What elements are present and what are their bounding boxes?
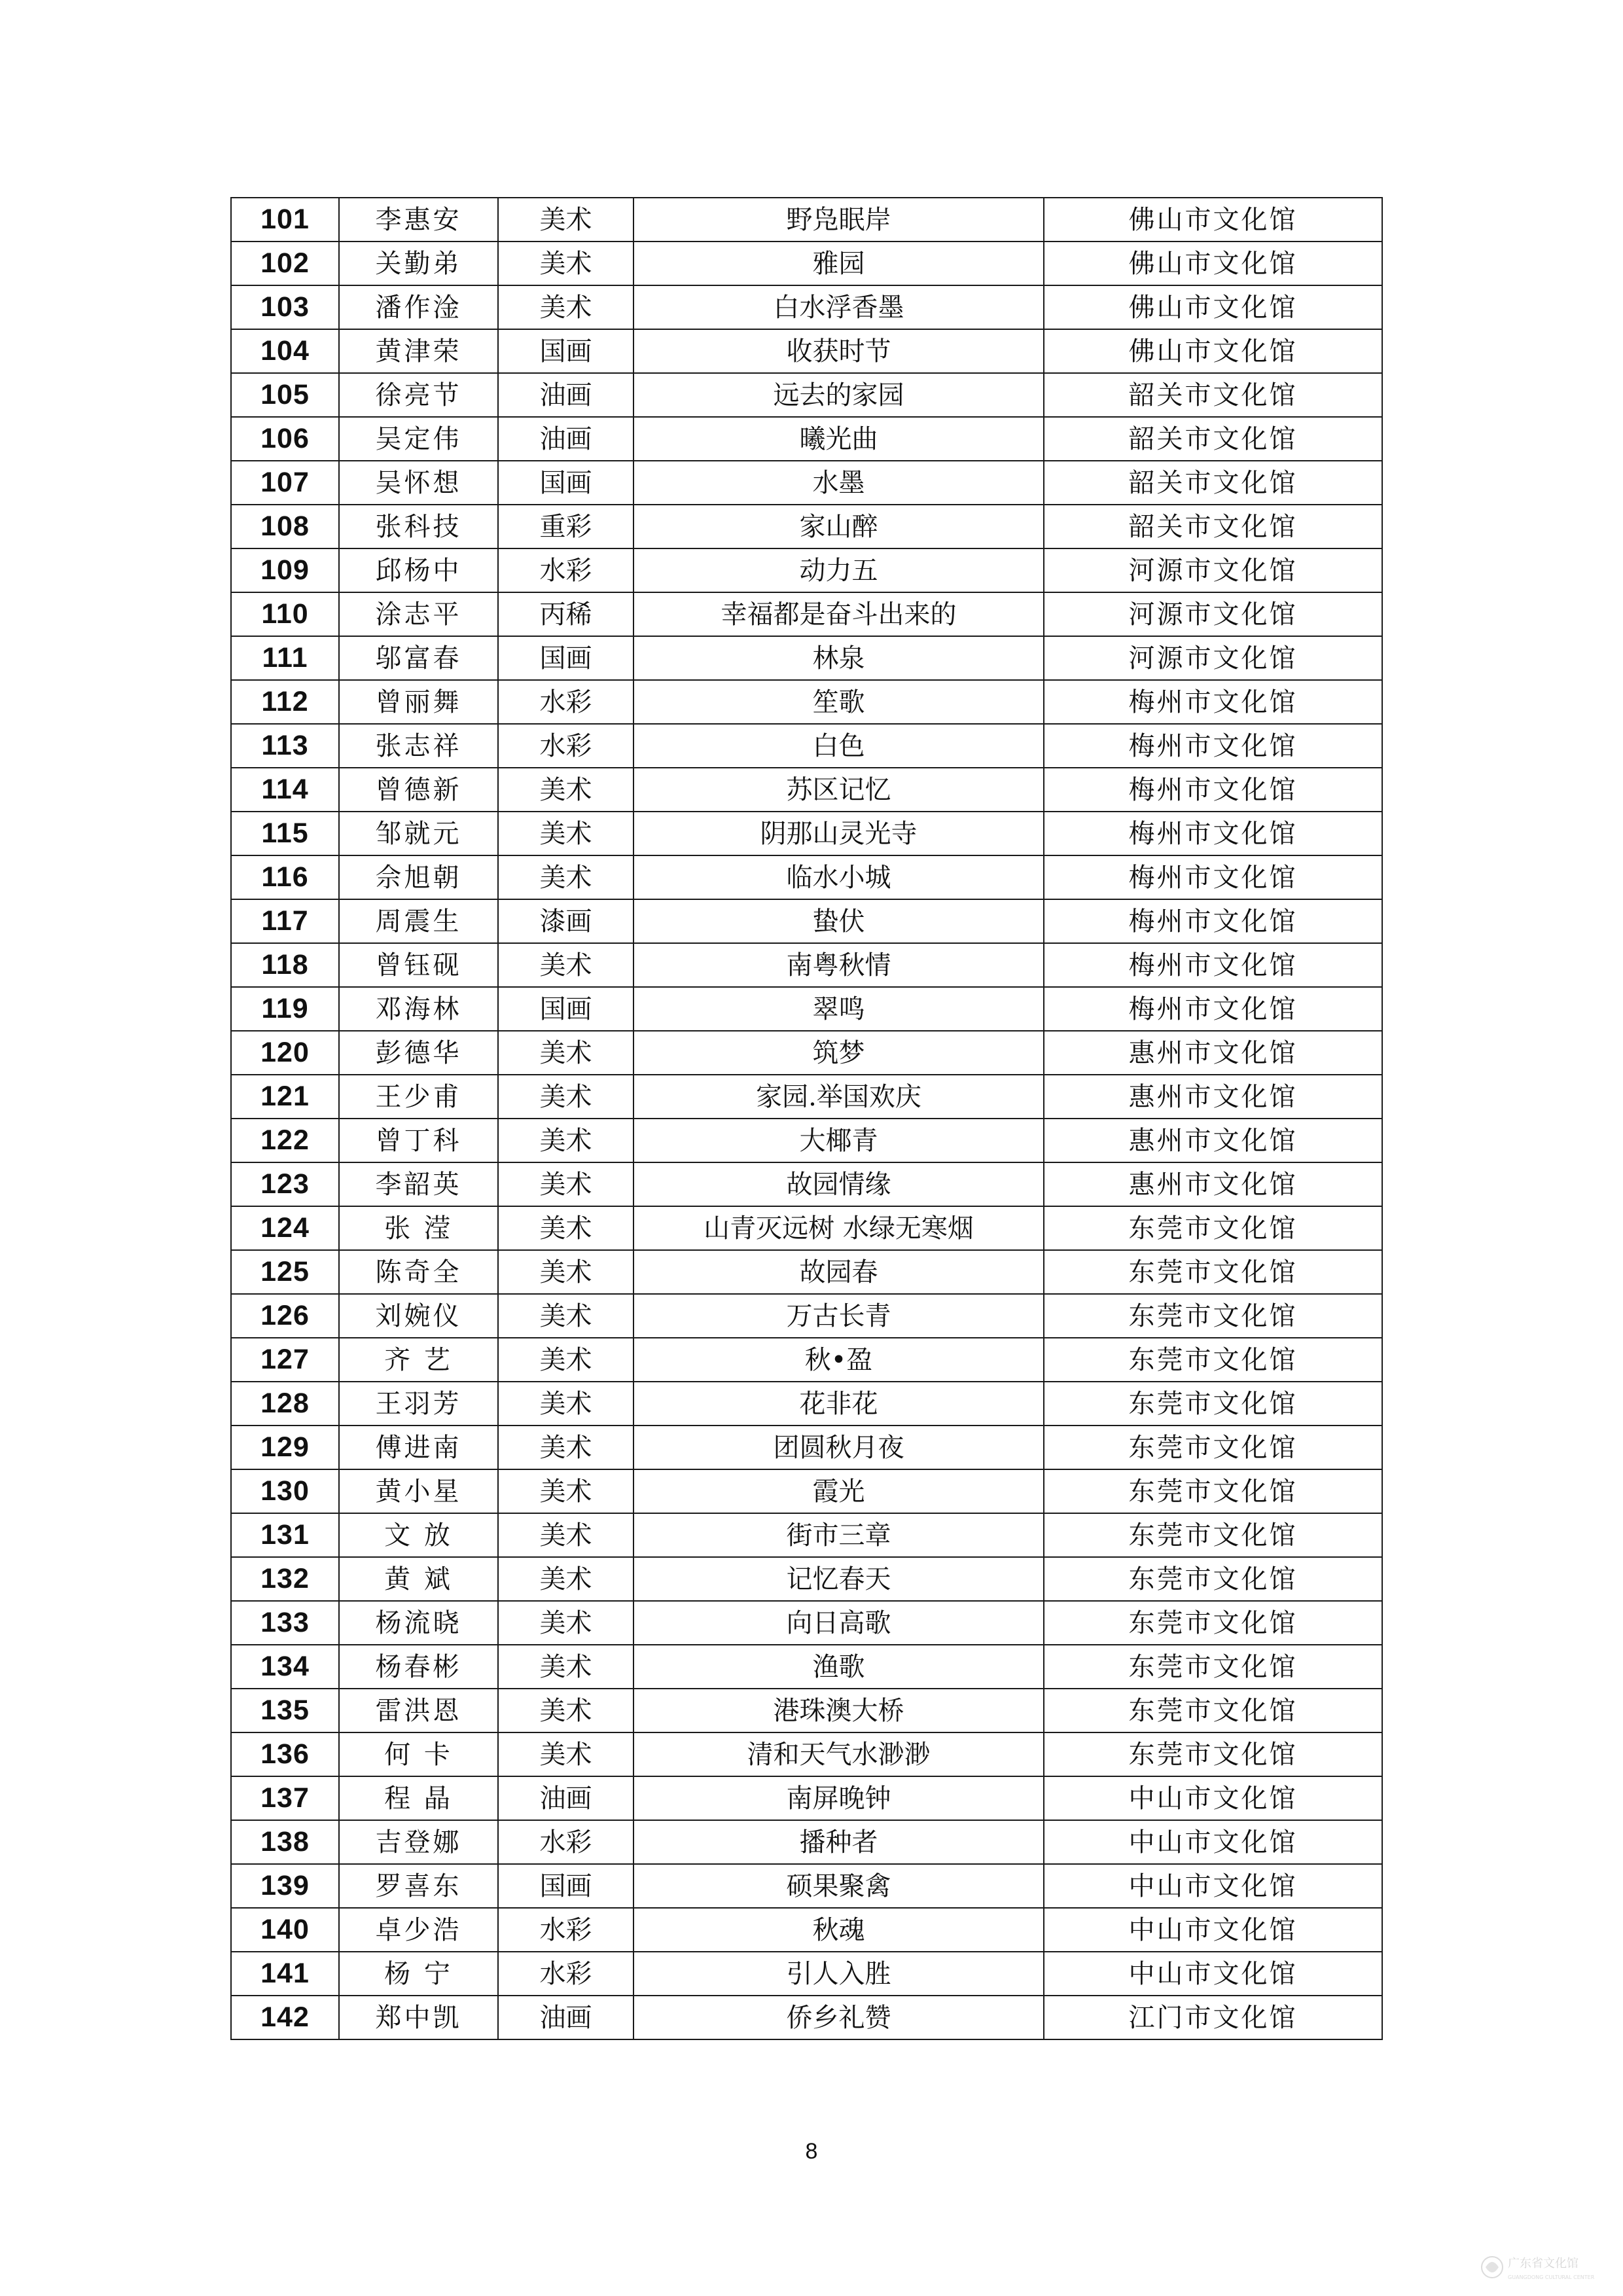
cell-number: 130 bbox=[231, 1469, 339, 1513]
cell-unit: 梅州市文化馆 bbox=[1044, 855, 1382, 899]
cell-work-title: 南粤秋情 bbox=[633, 943, 1044, 987]
cell-unit: 东莞市文化馆 bbox=[1044, 1732, 1382, 1776]
cell-work-title: 团圆秋月夜 bbox=[633, 1426, 1044, 1469]
cell-number: 119 bbox=[231, 987, 339, 1031]
cell-unit: 韶关市文化馆 bbox=[1044, 373, 1382, 417]
table-row bbox=[231, 768, 1382, 812]
cell-author-name: 曾丁科 bbox=[339, 1119, 498, 1162]
cell-author-name: 李韶英 bbox=[339, 1162, 498, 1206]
cell-category: 美术 bbox=[498, 1294, 633, 1338]
table-row bbox=[231, 198, 1382, 242]
cell-work-title: 筑梦 bbox=[633, 1031, 1044, 1075]
table-row bbox=[231, 1031, 1382, 1075]
cell-number: 109 bbox=[231, 548, 339, 592]
cell-category: 重彩 bbox=[498, 505, 633, 548]
cell-unit: 河源市文化馆 bbox=[1044, 636, 1382, 680]
cell-work-title: 家园.举国欢庆 bbox=[633, 1075, 1044, 1119]
cell-category: 美术 bbox=[498, 1513, 633, 1557]
table-row bbox=[231, 1864, 1382, 1908]
cell-unit: 佛山市文化馆 bbox=[1044, 242, 1382, 285]
cell-number: 128 bbox=[231, 1382, 339, 1426]
table-row bbox=[231, 1689, 1382, 1732]
cell-unit: 东莞市文化馆 bbox=[1044, 1382, 1382, 1426]
table-row bbox=[231, 1820, 1382, 1864]
cell-author-name: 彭德华 bbox=[339, 1031, 498, 1075]
cell-work-title: 故园春 bbox=[633, 1250, 1044, 1294]
cell-number: 105 bbox=[231, 373, 339, 417]
cell-number: 104 bbox=[231, 329, 339, 373]
table-row bbox=[231, 680, 1382, 724]
cell-category: 国画 bbox=[498, 636, 633, 680]
cell-work-title: 秋•盈 bbox=[633, 1338, 1044, 1382]
cell-author-name: 罗喜东 bbox=[339, 1864, 498, 1908]
table-row bbox=[231, 548, 1382, 592]
table-row bbox=[231, 1250, 1382, 1294]
table-row bbox=[231, 943, 1382, 987]
table-row bbox=[231, 1294, 1382, 1338]
table-row bbox=[231, 1952, 1382, 1996]
cell-unit: 东莞市文化馆 bbox=[1044, 1250, 1382, 1294]
cell-category: 美术 bbox=[498, 1338, 633, 1382]
cell-category: 美术 bbox=[498, 943, 633, 987]
cell-category: 国画 bbox=[498, 1864, 633, 1908]
cell-category: 美术 bbox=[498, 812, 633, 855]
cell-unit: 梅州市文化馆 bbox=[1044, 943, 1382, 987]
cell-number: 111 bbox=[231, 636, 339, 680]
cell-category: 水彩 bbox=[498, 548, 633, 592]
cell-number: 113 bbox=[231, 724, 339, 768]
cell-author-name: 吴定伟 bbox=[339, 417, 498, 461]
table-row bbox=[231, 899, 1382, 943]
table-row bbox=[231, 242, 1382, 285]
cell-number: 141 bbox=[231, 1952, 339, 1996]
cell-category: 美术 bbox=[498, 1250, 633, 1294]
cell-number: 124 bbox=[231, 1206, 339, 1250]
cell-number: 120 bbox=[231, 1031, 339, 1075]
cell-unit: 中山市文化馆 bbox=[1044, 1776, 1382, 1820]
cell-author-name: 郑中凯 bbox=[339, 1996, 498, 2039]
cell-number: 101 bbox=[231, 198, 339, 242]
cell-work-title: 蛰伏 bbox=[633, 899, 1044, 943]
cell-work-title: 清和天气水渺渺 bbox=[633, 1732, 1044, 1776]
cell-category: 国画 bbox=[498, 987, 633, 1031]
cell-category: 美术 bbox=[498, 1689, 633, 1732]
table-row bbox=[231, 1732, 1382, 1776]
cell-work-title: 家山醉 bbox=[633, 505, 1044, 548]
cell-author-name: 雷洪恩 bbox=[339, 1689, 498, 1732]
table-row bbox=[231, 1206, 1382, 1250]
cell-unit: 东莞市文化馆 bbox=[1044, 1294, 1382, 1338]
table-row bbox=[231, 1075, 1382, 1119]
cell-unit: 东莞市文化馆 bbox=[1044, 1513, 1382, 1557]
table-row bbox=[231, 505, 1382, 548]
cell-work-title: 山青灭远树 水绿无寒烟 bbox=[633, 1206, 1044, 1250]
cell-category: 美术 bbox=[498, 242, 633, 285]
cell-number: 129 bbox=[231, 1426, 339, 1469]
cell-unit: 东莞市文化馆 bbox=[1044, 1689, 1382, 1732]
cell-author-name: 程 晶 bbox=[339, 1776, 498, 1820]
cell-unit: 佛山市文化馆 bbox=[1044, 285, 1382, 329]
cell-number: 134 bbox=[231, 1645, 339, 1689]
cell-category: 美术 bbox=[498, 1031, 633, 1075]
cell-work-title: 苏区记忆 bbox=[633, 768, 1044, 812]
cell-unit: 东莞市文化馆 bbox=[1044, 1469, 1382, 1513]
cell-number: 118 bbox=[231, 943, 339, 987]
cell-work-title: 港珠澳大桥 bbox=[633, 1689, 1044, 1732]
cell-unit: 梅州市文化馆 bbox=[1044, 680, 1382, 724]
cell-category: 美术 bbox=[498, 768, 633, 812]
cell-author-name: 徐亮节 bbox=[339, 373, 498, 417]
table-row bbox=[231, 1557, 1382, 1601]
cell-category: 美术 bbox=[498, 1557, 633, 1601]
cell-number: 106 bbox=[231, 417, 339, 461]
cell-category: 美术 bbox=[498, 1119, 633, 1162]
cell-category: 美术 bbox=[498, 1075, 633, 1119]
cell-number: 131 bbox=[231, 1513, 339, 1557]
cell-unit: 中山市文化馆 bbox=[1044, 1952, 1382, 1996]
table-row bbox=[231, 855, 1382, 899]
cell-author-name: 张科技 bbox=[339, 505, 498, 548]
cell-author-name: 邬富春 bbox=[339, 636, 498, 680]
cell-author-name: 卓少浩 bbox=[339, 1908, 498, 1952]
table-row bbox=[231, 373, 1382, 417]
entries-table bbox=[230, 197, 1383, 2040]
cell-unit: 惠州市文化馆 bbox=[1044, 1162, 1382, 1206]
table-row bbox=[231, 1601, 1382, 1645]
cell-category: 油画 bbox=[498, 1776, 633, 1820]
cell-number: 108 bbox=[231, 505, 339, 548]
table-row bbox=[231, 1513, 1382, 1557]
cell-unit: 中山市文化馆 bbox=[1044, 1864, 1382, 1908]
watermark-subtext: GUANGDONG CULTURAL CENTER bbox=[1508, 2274, 1595, 2280]
table-row bbox=[231, 1776, 1382, 1820]
cell-unit: 东莞市文化馆 bbox=[1044, 1645, 1382, 1689]
cell-number: 136 bbox=[231, 1732, 339, 1776]
cell-unit: 韶关市文化馆 bbox=[1044, 505, 1382, 548]
cell-work-title: 大椰青 bbox=[633, 1119, 1044, 1162]
cell-unit: 中山市文化馆 bbox=[1044, 1908, 1382, 1952]
cell-number: 116 bbox=[231, 855, 339, 899]
entries-table-body bbox=[231, 198, 1382, 2039]
cell-work-title: 动力五 bbox=[633, 548, 1044, 592]
cell-work-title: 故园情缘 bbox=[633, 1162, 1044, 1206]
cell-unit: 梅州市文化馆 bbox=[1044, 899, 1382, 943]
cell-category: 水彩 bbox=[498, 680, 633, 724]
table-row bbox=[231, 987, 1382, 1031]
table-row bbox=[231, 1162, 1382, 1206]
cell-category: 美术 bbox=[498, 855, 633, 899]
cell-category: 国画 bbox=[498, 461, 633, 505]
cell-author-name: 杨春彬 bbox=[339, 1645, 498, 1689]
cell-category: 美术 bbox=[498, 198, 633, 242]
cell-category: 美术 bbox=[498, 1162, 633, 1206]
cell-unit: 梅州市文化馆 bbox=[1044, 768, 1382, 812]
cell-unit: 河源市文化馆 bbox=[1044, 548, 1382, 592]
cell-author-name: 陈奇全 bbox=[339, 1250, 498, 1294]
cell-author-name: 涂志平 bbox=[339, 592, 498, 636]
cell-work-title: 南屏晚钟 bbox=[633, 1776, 1044, 1820]
cell-work-title: 向日高歌 bbox=[633, 1601, 1044, 1645]
cell-unit: 佛山市文化馆 bbox=[1044, 198, 1382, 242]
cell-category: 美术 bbox=[498, 1469, 633, 1513]
cell-number: 126 bbox=[231, 1294, 339, 1338]
table-row bbox=[231, 1908, 1382, 1952]
cell-author-name: 吉登娜 bbox=[339, 1820, 498, 1864]
cell-work-title: 街市三章 bbox=[633, 1513, 1044, 1557]
cell-number: 112 bbox=[231, 680, 339, 724]
cell-number: 140 bbox=[231, 1908, 339, 1952]
table-row bbox=[231, 1996, 1382, 2039]
watermark-text: 广东省文化馆 bbox=[1508, 2257, 1578, 2270]
table-row bbox=[231, 285, 1382, 329]
cell-work-title: 翠鸣 bbox=[633, 987, 1044, 1031]
cell-unit: 东莞市文化馆 bbox=[1044, 1338, 1382, 1382]
cell-number: 135 bbox=[231, 1689, 339, 1732]
cell-number: 102 bbox=[231, 242, 339, 285]
cell-unit: 梅州市文化馆 bbox=[1044, 724, 1382, 768]
cell-author-name: 杨流晓 bbox=[339, 1601, 498, 1645]
cell-work-title: 记忆春天 bbox=[633, 1557, 1044, 1601]
cell-work-title: 秋魂 bbox=[633, 1908, 1044, 1952]
cell-work-title: 水墨 bbox=[633, 461, 1044, 505]
cell-number: 103 bbox=[231, 285, 339, 329]
cell-category: 水彩 bbox=[498, 1820, 633, 1864]
cell-author-name: 王羽芳 bbox=[339, 1382, 498, 1426]
cell-category: 美术 bbox=[498, 285, 633, 329]
cell-author-name: 李惠安 bbox=[339, 198, 498, 242]
cell-work-title: 野凫眠岸 bbox=[633, 198, 1044, 242]
cell-category: 油画 bbox=[498, 373, 633, 417]
cell-author-name: 文 放 bbox=[339, 1513, 498, 1557]
cell-category: 美术 bbox=[498, 1426, 633, 1469]
cell-number: 137 bbox=[231, 1776, 339, 1820]
cell-unit: 河源市文化馆 bbox=[1044, 592, 1382, 636]
table-row bbox=[231, 329, 1382, 373]
cell-work-title: 阴那山灵光寺 bbox=[633, 812, 1044, 855]
cell-category: 美术 bbox=[498, 1645, 633, 1689]
cell-unit: 惠州市文化馆 bbox=[1044, 1031, 1382, 1075]
cell-number: 117 bbox=[231, 899, 339, 943]
cell-category: 国画 bbox=[498, 329, 633, 373]
cell-author-name: 佘旭朝 bbox=[339, 855, 498, 899]
table-row bbox=[231, 812, 1382, 855]
cell-author-name: 黄小星 bbox=[339, 1469, 498, 1513]
cell-author-name: 刘婉仪 bbox=[339, 1294, 498, 1338]
cell-number: 115 bbox=[231, 812, 339, 855]
cell-author-name: 张 滢 bbox=[339, 1206, 498, 1250]
cell-number: 123 bbox=[231, 1162, 339, 1206]
cell-category: 美术 bbox=[498, 1206, 633, 1250]
cell-author-name: 王少甫 bbox=[339, 1075, 498, 1119]
cell-work-title: 硕果聚禽 bbox=[633, 1864, 1044, 1908]
cell-author-name: 邹就元 bbox=[339, 812, 498, 855]
cell-unit: 惠州市文化馆 bbox=[1044, 1075, 1382, 1119]
cell-number: 139 bbox=[231, 1864, 339, 1908]
cell-author-name: 杨 宁 bbox=[339, 1952, 498, 1996]
cell-author-name: 黄 斌 bbox=[339, 1557, 498, 1601]
cell-category: 油画 bbox=[498, 417, 633, 461]
cell-unit: 东莞市文化馆 bbox=[1044, 1557, 1382, 1601]
cell-number: 110 bbox=[231, 592, 339, 636]
cell-work-title: 侨乡礼赞 bbox=[633, 1996, 1044, 2039]
cell-work-title: 渔歌 bbox=[633, 1645, 1044, 1689]
cell-work-title: 播种者 bbox=[633, 1820, 1044, 1864]
cell-author-name: 周震生 bbox=[339, 899, 498, 943]
cell-unit: 江门市文化馆 bbox=[1044, 1996, 1382, 2039]
cell-work-title: 白色 bbox=[633, 724, 1044, 768]
cell-author-name: 吴怀想 bbox=[339, 461, 498, 505]
page-number: 8 bbox=[805, 2139, 818, 2164]
cell-unit: 佛山市文化馆 bbox=[1044, 329, 1382, 373]
cell-author-name: 张志祥 bbox=[339, 724, 498, 768]
cell-category: 水彩 bbox=[498, 1952, 633, 1996]
cell-author-name: 傅进南 bbox=[339, 1426, 498, 1469]
cell-number: 122 bbox=[231, 1119, 339, 1162]
table-row bbox=[231, 1426, 1382, 1469]
cell-unit: 惠州市文化馆 bbox=[1044, 1119, 1382, 1162]
table-row bbox=[231, 1645, 1382, 1689]
cell-category: 美术 bbox=[498, 1732, 633, 1776]
table-row bbox=[231, 1469, 1382, 1513]
cell-number: 121 bbox=[231, 1075, 339, 1119]
cell-work-title: 林泉 bbox=[633, 636, 1044, 680]
cell-number: 142 bbox=[231, 1996, 339, 2039]
cell-category: 美术 bbox=[498, 1601, 633, 1645]
cell-author-name: 潘作淦 bbox=[339, 285, 498, 329]
table-row bbox=[231, 461, 1382, 505]
cell-number: 107 bbox=[231, 461, 339, 505]
table-row bbox=[231, 1382, 1382, 1426]
table-row bbox=[231, 1119, 1382, 1162]
cell-category: 美术 bbox=[498, 1382, 633, 1426]
cell-work-title: 万古长青 bbox=[633, 1294, 1044, 1338]
cell-author-name: 邱杨中 bbox=[339, 548, 498, 592]
cell-unit: 东莞市文化馆 bbox=[1044, 1601, 1382, 1645]
table-row bbox=[231, 417, 1382, 461]
table-row bbox=[231, 1338, 1382, 1382]
cell-author-name: 关勤弟 bbox=[339, 242, 498, 285]
cell-category: 水彩 bbox=[498, 1908, 633, 1952]
cell-unit: 韶关市文化馆 bbox=[1044, 461, 1382, 505]
watermark-logo bbox=[1479, 2248, 1610, 2287]
cell-author-name: 黄津荣 bbox=[339, 329, 498, 373]
cell-number: 132 bbox=[231, 1557, 339, 1601]
cell-author-name: 曾钰砚 bbox=[339, 943, 498, 987]
cell-category: 油画 bbox=[498, 1996, 633, 2039]
cell-work-title: 幸福都是奋斗出来的 bbox=[633, 592, 1044, 636]
cell-work-title: 曦光曲 bbox=[633, 417, 1044, 461]
cell-category: 水彩 bbox=[498, 724, 633, 768]
cell-author-name: 何 卡 bbox=[339, 1732, 498, 1776]
cell-number: 133 bbox=[231, 1601, 339, 1645]
cell-number: 127 bbox=[231, 1338, 339, 1382]
cell-author-name: 邓海林 bbox=[339, 987, 498, 1031]
cell-work-title: 霞光 bbox=[633, 1469, 1044, 1513]
cell-author-name: 齐 艺 bbox=[339, 1338, 498, 1382]
cell-author-name: 曾丽舞 bbox=[339, 680, 498, 724]
cell-unit: 东莞市文化馆 bbox=[1044, 1206, 1382, 1250]
cell-work-title: 远去的家园 bbox=[633, 373, 1044, 417]
table-row bbox=[231, 636, 1382, 680]
table-row bbox=[231, 724, 1382, 768]
cell-number: 114 bbox=[231, 768, 339, 812]
cell-unit: 韶关市文化馆 bbox=[1044, 417, 1382, 461]
cell-work-title: 雅园 bbox=[633, 242, 1044, 285]
cell-unit: 中山市文化馆 bbox=[1044, 1820, 1382, 1864]
cell-number: 125 bbox=[231, 1250, 339, 1294]
table-row bbox=[231, 592, 1382, 636]
cell-work-title: 临水小城 bbox=[633, 855, 1044, 899]
cell-unit: 梅州市文化馆 bbox=[1044, 987, 1382, 1031]
cell-work-title: 笙歌 bbox=[633, 680, 1044, 724]
cell-work-title: 白水浮香墨 bbox=[633, 285, 1044, 329]
cell-unit: 梅州市文化馆 bbox=[1044, 812, 1382, 855]
cell-unit: 东莞市文化馆 bbox=[1044, 1426, 1382, 1469]
cell-number: 138 bbox=[231, 1820, 339, 1864]
cell-work-title: 花非花 bbox=[633, 1382, 1044, 1426]
cell-author-name: 曾德新 bbox=[339, 768, 498, 812]
cell-work-title: 收获时节 bbox=[633, 329, 1044, 373]
cell-category: 漆画 bbox=[498, 899, 633, 943]
cell-category: 丙稀 bbox=[498, 592, 633, 636]
cell-work-title: 引人入胜 bbox=[633, 1952, 1044, 1996]
